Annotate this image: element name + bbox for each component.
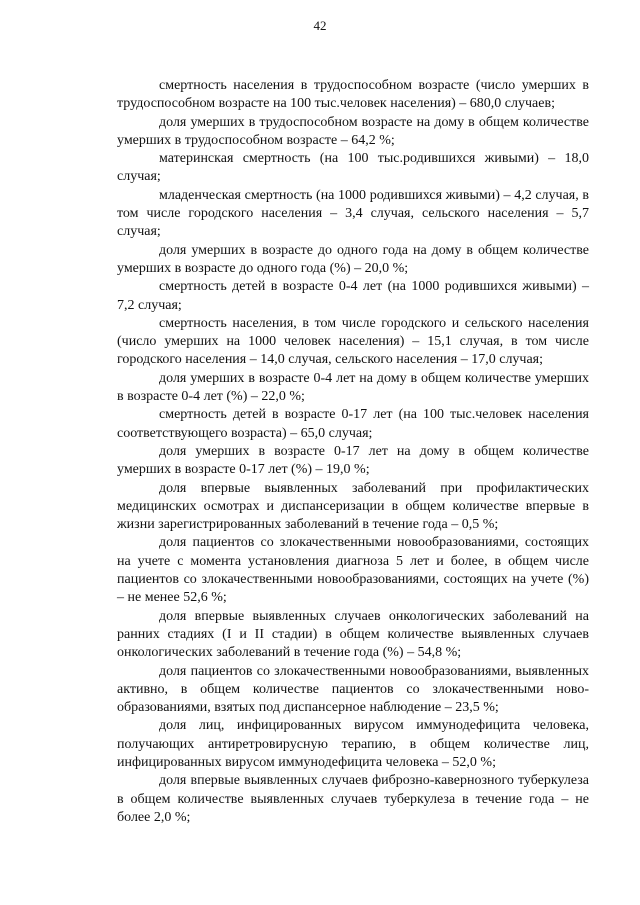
page-number: 42: [313, 18, 327, 33]
paragraph-population-mortality: смертность населения, в том числе городского и сельского населения (число умерших на 1000 человек населения) – 15,1 случая, в том числе городского населения – 14,0 случая, сельского населения – 17,0 случая;: [117, 315, 589, 368]
paragraph-maternal-mortality: материнская смертность (на 100 тыс.родившихся живыми) – 18,0 случая;: [117, 151, 589, 185]
paragraph-child-0-4-home-deaths: доля умерших в возрасте 0-4 лет на дому в общем количестве умерших в возрасте 0-4 лет (%) – 22,0 %;: [117, 370, 589, 405]
paragraph-child-0-4-mortality: смертность детей в возрасте 0-4 лет (на 1000 родившихся живыми) – 7,2 случая;: [117, 279, 589, 313]
paragraph-working-age-home-deaths: доля умерших в трудоспособном возрасте на дому в общем количестве умерших в трудоспособном возрасте – 64,2 %;: [117, 114, 589, 148]
paragraph-infant-mortality: младенческая смертность (на 1000 родившихся живыми) – 4,2 случая, в том числе городского населения – 3,4 случая, сельского населения – 5,7 случая;: [117, 187, 589, 240]
paragraph-infant-home-deaths: доля умерших в возрасте до одного года на дому в общем количестве умерших в возрасте до одного года (%) – 20,0 %;: [117, 242, 589, 276]
paragraph-child-0-17-home-deaths: доля умерших в возрасте 0-17 лет на дому в общем количестве умерших в возрасте 0-17 лет (%) – 19,0 %;: [117, 443, 589, 478]
paragraph-hiv-therapy: доля лиц, инфицированных вирусом иммунодефицита человека, получающих антиретровирусную терапию, в общем количестве лиц, инфицированных вирусом иммунодефицита человека – 52,0 %;: [117, 718, 589, 770]
paragraph-screening-detection: доля впервые выявленных заболеваний при профилактических медицинских осмотрах и диспансеризации в общем количестве впервые в жизни зарегистрированных заболеваний в течение года – 0,5 %;: [117, 480, 589, 533]
paragraph-oncology-active-detection: доля пациентов со злокачественными новообразованиями, выявленных активно, в общем количестве пациентов со злокачественными ново-образованиями, взятых под диспансерное наблюдение – 23,5 %;: [117, 663, 589, 716]
paragraph-child-0-17-mortality: смертность детей в возрасте 0-17 лет (на 100 тыс.человек населения соответствующего возраста) – 65,0 случая;: [117, 407, 589, 441]
paragraph-tuberculosis: доля впервые выявленных случаев фиброзно-кавернозного туберкулеза в общем количестве выявленных случаев туберкулеза в течение года – не более 2,0 %;: [117, 773, 589, 825]
document-body: [117, 77, 589, 827]
paragraph-working-age-mortality: смертность населения в трудоспособном возрасте (число умерших в трудоспособном возрасте на 100 тыс.человек населения) – 680,0 случаев;: [117, 78, 589, 112]
paragraph-oncology-5-year: доля пациентов со злокачественными новообразованиями, состоящих на учете с момента установления диагноза 5 лет и более, в общем числе пациентов со злокачественными новообразованиями, состоящих на учете (%) – не менее 52,6 %;: [117, 535, 589, 606]
paragraph-oncology-early-stage: доля впервые выявленных случаев онкологических заболеваний на ранних стадиях (I и II стадии) в общем количестве выявленных случаев онкологических заболеваний в течение года (%) – 54,8 %;: [117, 608, 589, 661]
